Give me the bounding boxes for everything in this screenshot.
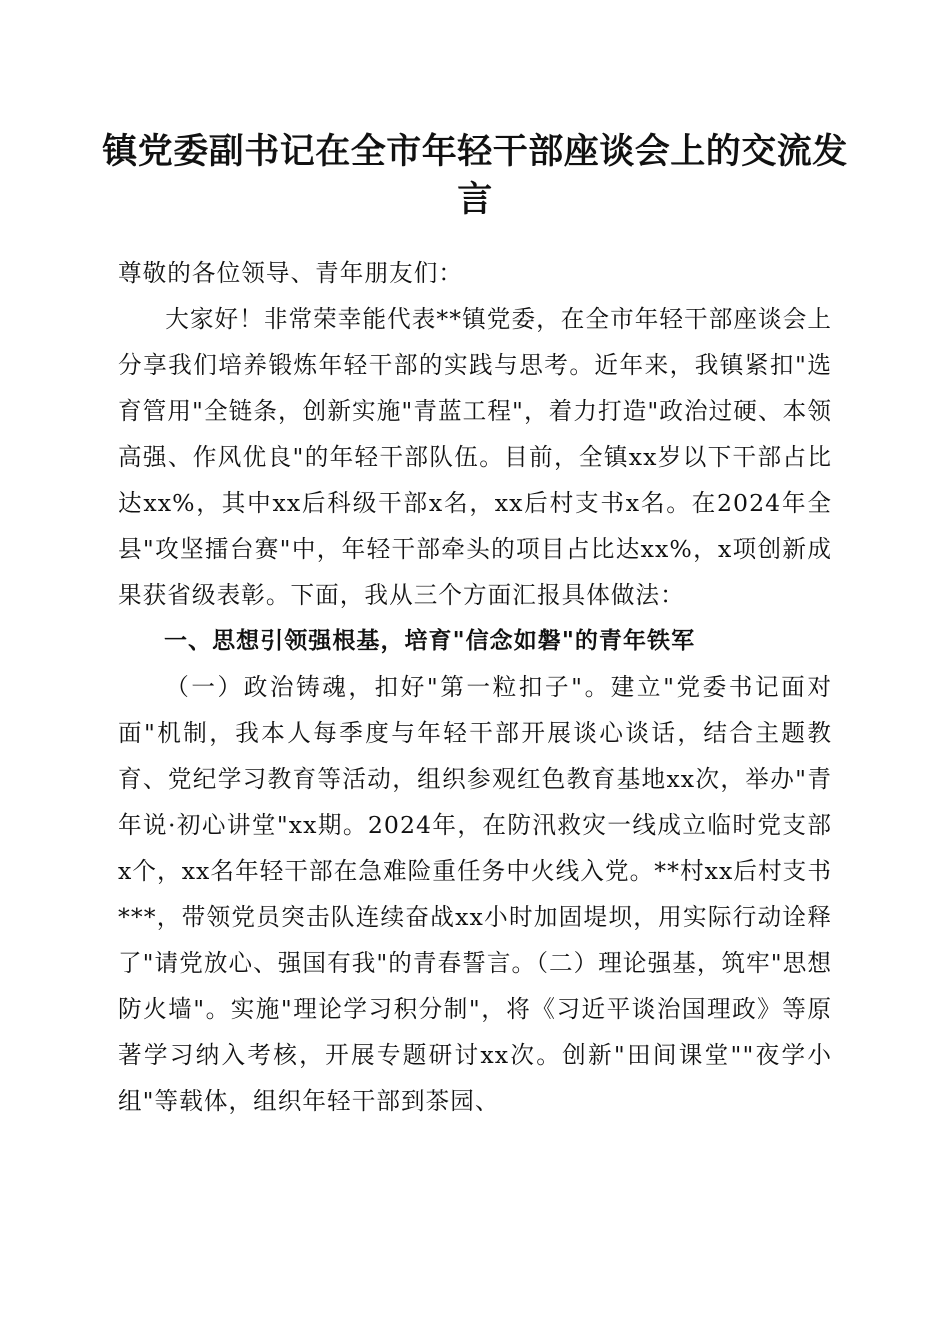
document-body xyxy=(118,250,832,1122)
intro-paragraph: 大家好！非常荣幸能代表**镇党委，在全市年轻干部座谈会上分享我们培养锻炼年轻干部的实践与思考。近年来，我镇紧扣"选育管用"全链条，创新实施"青蓝工程"，着力打造"政治过硬、本领高强、作风优良"的年轻干部队伍。目前，全镇xx岁以下干部占比达xx%，其中xx后科级干部x名，xx后村支书x名。在2024年全县"攻坚擂台赛"中，年轻干部牵头的项目占比达xx%，x项创新成果获省级表彰。下面，我从三个方面汇报具体做法： xyxy=(118,305,832,609)
section-paragraph: （一）政治铸魂，扣好"第一粒扣子"。建立"党委书记面对面"机制，我本人每季度与年轻干部开展谈心谈话，结合主题教育、党纪学习教育等活动，组织参观红色教育基地xx次，举办"青年说·初心讲堂"xx期。2024年，在防汛救灾一线成立临时党支部x个，xx名年轻干部在急难险重任务中火线入党。**村xx后村支书***，带领党员突击队连续奋战xx小时加固堤坝，用实际行动诠释了"请党放心、强国有我"的青春誓言。（二）理论强基，筑牢"思想防火墙"。实施"理论学习积分制"，将《习近平谈治国理政》等原著学习纳入考核，开展专题研讨xx次。创新"田间课堂""夜学小组"等载体，组织年轻干部到茶园、 xyxy=(118,673,832,1115)
salutation: 尊敬的各位领导、青年朋友们： xyxy=(118,259,464,287)
section-heading: 一、思想引领强根基，培育"信念如磐"的青年铁军 xyxy=(164,628,696,654)
document-title: 镇党委副书记在全市年轻干部座谈会上的交流发言 xyxy=(102,131,848,220)
